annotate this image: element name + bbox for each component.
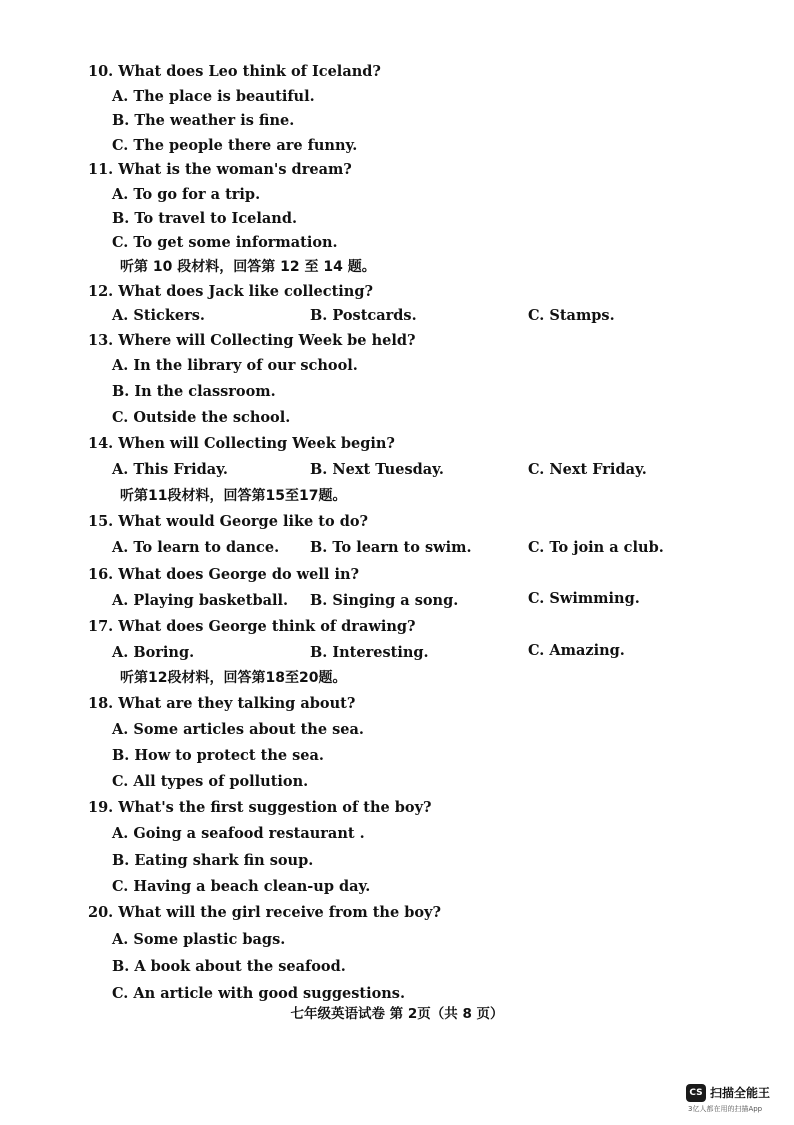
question-17: 17. What does George think of drawing? (88, 618, 416, 635)
option-18b: B. How to protect the sea. (112, 747, 324, 764)
option-15a: A. To learn to dance. (112, 539, 280, 556)
option-19a: A. Going a seafood restaurant . (112, 825, 365, 842)
section-instruction-11: 听第11段材料，回答第15至17题。 (120, 488, 347, 504)
section-instruction-10: 听第 10 段材料，回答第 12 至 14 题。 (120, 259, 376, 275)
option-19c: C. Having a beach clean-up day. (112, 878, 371, 895)
section-instruction-12: 听第12段材料，回答第18至20题。 (120, 670, 347, 686)
question-10: 10. What does Leo think of Iceland? (88, 63, 381, 80)
option-16c: C. Swimming. (528, 590, 640, 607)
option-11a: A. To go for a trip. (112, 186, 261, 203)
question-11: 11. What is the woman's dream? (88, 161, 352, 178)
page-footer: 七年级英语试卷 第 2页（共 8 页） (290, 1006, 504, 1022)
question-12: 12. What does Jack like collecting? (88, 283, 373, 300)
option-14c: C. Next Friday. (528, 461, 647, 478)
option-15b: B. To learn to swim. (310, 539, 472, 556)
question-19: 19. What's the first suggestion of the boy? (88, 799, 432, 816)
option-20c: C. An article with good suggestions. (112, 985, 406, 1002)
option-13c: C. Outside the school. (112, 409, 291, 426)
option-17c: C. Amazing. (528, 642, 625, 659)
option-20a: A. Some plastic bags. (112, 931, 286, 948)
option-11c: C. To get some information. (112, 234, 338, 251)
option-15c: C. To join a club. (528, 539, 664, 556)
option-17a: A. Boring. (112, 644, 195, 661)
option-10a: A. The place is beautiful. (112, 88, 315, 105)
scanner-watermark (686, 1082, 786, 1118)
question-15: 15. What would George like to do? (88, 513, 369, 530)
question-16: 16. What does George do well in? (88, 566, 359, 583)
question-20: 20. What will the girl receive from the boy? (88, 904, 441, 921)
option-19b: B. Eating shark fin soup. (112, 852, 314, 869)
option-12b: B. Postcards. (310, 307, 417, 324)
option-18a: A. Some articles about the sea. (112, 721, 364, 738)
watermark-name: 扫描全能王 (710, 1086, 771, 1100)
option-16a: A. Playing basketball. (112, 592, 289, 609)
option-16b: B. Singing a song. (310, 592, 459, 609)
option-17b: B. Interesting. (310, 644, 429, 661)
option-12c: C. Stamps. (528, 307, 615, 324)
question-13: 13. Where will Collecting Week be held? (88, 332, 416, 349)
question-18: 18. What are they talking about? (88, 695, 356, 712)
camscanner-logo-icon: CS (686, 1084, 706, 1102)
option-20b: B. A book about the seafood. (112, 958, 346, 975)
watermark-tagline: 3亿人都在用的扫描App (688, 1105, 763, 1113)
option-18c: C. All types of pollution. (112, 773, 309, 790)
option-11b: B. To travel to Iceland. (112, 210, 298, 227)
option-10b: B. The weather is fine. (112, 112, 295, 129)
option-10c: C. The people there are funny. (112, 137, 358, 154)
question-14: 14. When will Collecting Week begin? (88, 435, 395, 452)
option-14a: A. This Friday. (112, 461, 228, 478)
option-14b: B. Next Tuesday. (310, 461, 444, 478)
option-12a: A. Stickers. (112, 307, 205, 324)
option-13b: B. In the classroom. (112, 383, 276, 400)
option-13a: A. In the library of our school. (112, 357, 358, 374)
